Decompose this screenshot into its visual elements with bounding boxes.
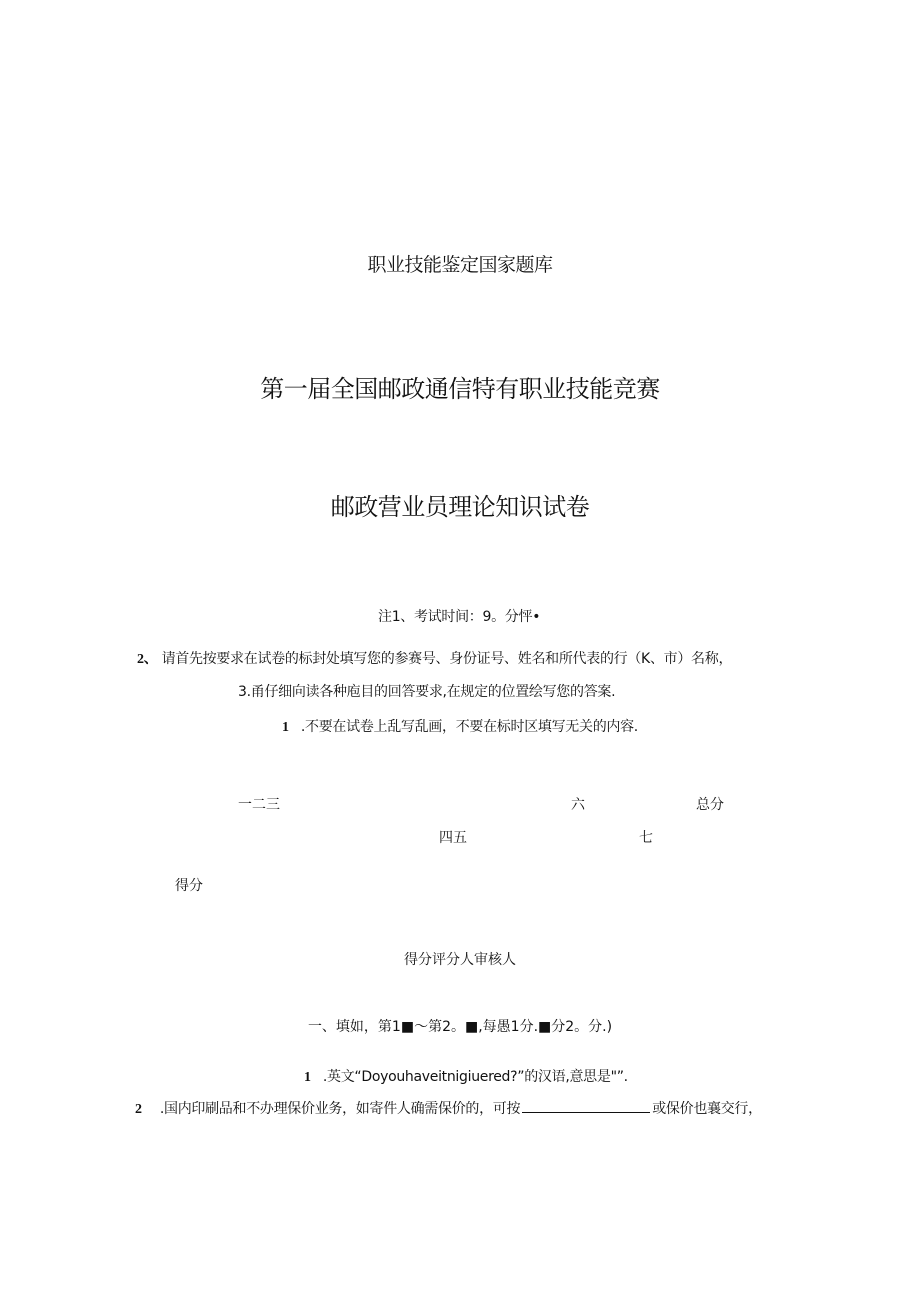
- score-col-1-3: 一二三: [238, 797, 280, 813]
- note-2-text: 请首先按要求在试卷的标封处填写您的参赛号、身份证号、姓名和所代表的行（K、市）名称，: [161, 651, 733, 667]
- note-4: [282, 716, 638, 736]
- question-1-number: 1: [304, 1070, 311, 1085]
- answer-blank[interactable]: [522, 1100, 650, 1113]
- note-4-number: 1: [282, 720, 289, 735]
- question-2: [135, 1098, 762, 1118]
- score-col-7: 七: [639, 830, 653, 846]
- score-col-4-5: 四五: [439, 830, 467, 846]
- section-1-heading: 一、填如，第1■〜第2。■,每愚1分.■分2。分.): [307, 1019, 613, 1035]
- question-2-text-after: 或保价也襄交行，: [652, 1101, 762, 1117]
- paper-title: 邮政营业员理论知识试卷: [330, 493, 590, 521]
- score-row-label: 得分: [175, 878, 203, 894]
- note-1: 注1、考试时间：9。分怦•: [378, 609, 541, 625]
- question-bank-title: 职业技能鉴定国家题库: [367, 254, 553, 276]
- note-2: [137, 648, 732, 668]
- question-2-text-before: .国内印刷品和不办理保价业务，如寄件人确需保价的，可按: [159, 1101, 521, 1117]
- question-1: [304, 1066, 628, 1086]
- grader-row: 得分评分人审核人: [404, 952, 516, 968]
- note-3: 3.甬仔细向读各种庖目的回答要求,在规定的位置绘写您的答案.: [238, 684, 616, 700]
- competition-title: 第一届全国邮政通信特有职业技能竞赛: [260, 375, 660, 403]
- question-1-text: .英文“Doyouhaveitnigiuered?”的汉语,意思是"”.: [322, 1069, 628, 1085]
- question-2-number: 2: [135, 1102, 142, 1117]
- score-col-total: 总分: [696, 797, 724, 813]
- note-4-text: .不要在试卷上乱写乱画，不要在标时区填写无关的内容.: [300, 719, 638, 735]
- score-col-6: 六: [571, 797, 585, 813]
- note-2-number: 2、: [137, 652, 158, 667]
